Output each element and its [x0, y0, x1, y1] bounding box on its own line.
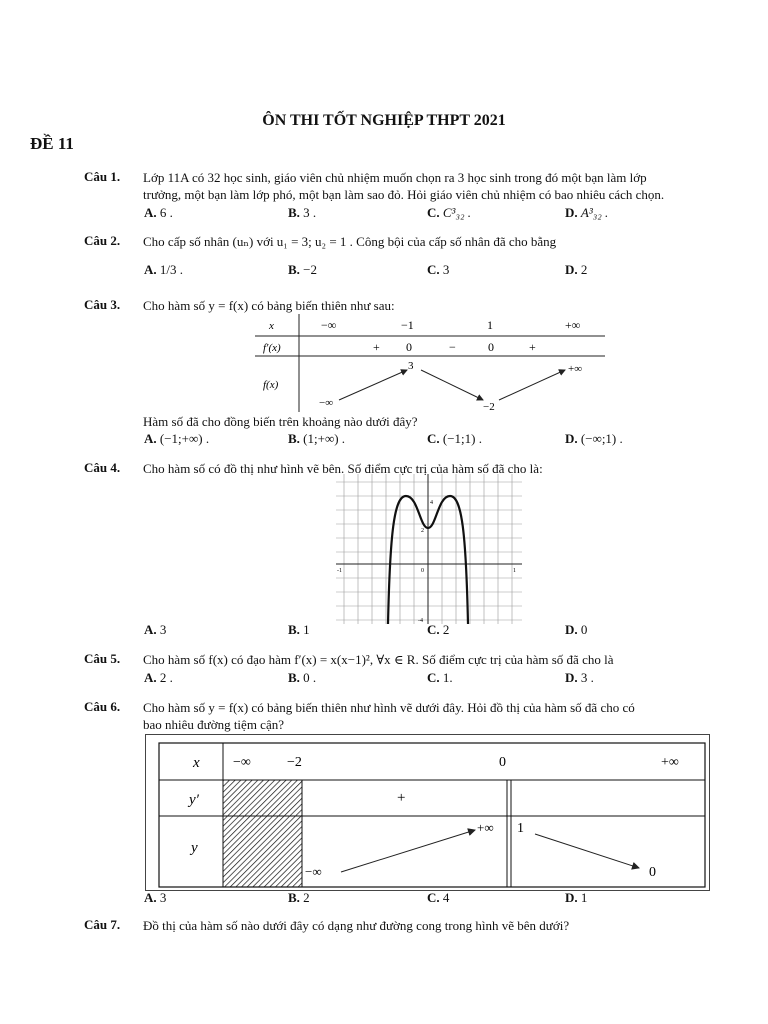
- q4-tick-y-mid: 2: [421, 528, 424, 534]
- page-title: ÔN THI TỐT NGHIỆP THPT 2021: [262, 112, 506, 129]
- question-5-text: Cho hàm số f(x) có đạo hàm f′(x) = x(x−1)², ∀x ∈ R. Số điểm cực trị của hàm số đã cho là: [143, 652, 614, 667]
- q2-option-d[interactable]: D. 2: [565, 262, 588, 277]
- q4-option-b[interactable]: B. 1: [288, 622, 310, 637]
- q2-option-c[interactable]: C. 3: [427, 262, 450, 277]
- q6-x-3: 0: [499, 755, 506, 770]
- question-4-text: Cho hàm số có đồ thị như hình vẽ bên. Số điểm cực trị của hàm số đã cho là:: [143, 461, 543, 476]
- q6-option-d[interactable]: D. 1: [565, 890, 588, 905]
- q4-tick-x-zero: 0: [421, 568, 424, 574]
- q3-sign-4: 0: [488, 340, 494, 354]
- q4-option-d[interactable]: D. 0: [565, 622, 588, 637]
- q3-f-1: −∞: [319, 397, 334, 409]
- q2-option-a[interactable]: A. 1/3 .: [144, 262, 184, 277]
- question-2-text: Cho cấp số nhân (uₙ) với u₁ = 3; u₂ = 1 . Công bội của cấp số nhân đã cho bằng: [143, 234, 557, 249]
- q5-option-c[interactable]: C. 1.: [427, 670, 453, 685]
- q6-sign: +: [397, 790, 406, 806]
- q4-tick-y-bottom: -4: [418, 618, 423, 624]
- question-5-label: Câu 5.: [84, 651, 121, 666]
- q6-row-yp: y′: [189, 792, 199, 808]
- q6-option-c[interactable]: C. 4: [427, 890, 450, 905]
- q3-sign-1: +: [373, 340, 380, 354]
- question-3-label: Câu 3.: [84, 297, 121, 312]
- q3-option-b[interactable]: B. (1;+∞) .: [288, 431, 346, 446]
- question-6-label: Câu 6.: [84, 699, 121, 714]
- question-1-label: Câu 1.: [84, 169, 121, 184]
- q2-option-b[interactable]: B. −2: [288, 262, 318, 277]
- q3-row-x: x: [269, 320, 274, 332]
- q5-option-d[interactable]: D. 3 .: [565, 670, 594, 685]
- q3-arrow-down: [421, 370, 483, 400]
- q3-option-d[interactable]: D. (−∞;1) .: [565, 431, 623, 446]
- q6-arrow-down: [535, 834, 639, 868]
- q3-row-f: f(x): [263, 379, 279, 391]
- q1-option-d[interactable]: D. A³₃₂ .: [565, 205, 609, 220]
- q3-arrow-up-2: [499, 370, 565, 400]
- q3-x-4: +∞: [565, 318, 581, 332]
- q6-variation-table: [145, 734, 711, 892]
- exam-code: ĐỀ 11: [30, 134, 74, 153]
- q3-f-4: +∞: [568, 363, 583, 375]
- q1-option-b[interactable]: B. 3 .: [288, 205, 317, 220]
- q3-x-1: −∞: [321, 318, 337, 332]
- q1-option-c[interactable]: C. C³₃₂ .: [427, 205, 471, 220]
- question-7-text: Đồ thị của hàm số nào dưới đây có dạng như đường cong trong hình vẽ bên dưới?: [143, 918, 570, 933]
- q5-option-a[interactable]: A. 2 .: [144, 670, 173, 685]
- question-1-line-2: trưởng, một bạn làm lớp phó, một bạn làm sao đỏ. Hỏi giáo viên chủ nhiệm có bao nhiêu cách chọn.: [143, 187, 665, 202]
- q6-x-1: −∞: [233, 755, 251, 770]
- q6-y-2: +∞: [477, 820, 494, 835]
- q3-row-fp: f′(x): [263, 342, 281, 354]
- q4-tick-x-left: -1: [337, 568, 342, 574]
- q3-option-a[interactable]: A. (−1;+∞) .: [144, 431, 210, 446]
- question-6-line-2: bao nhiêu đường tiệm cận?: [143, 717, 284, 732]
- q4-option-a[interactable]: A. 3: [144, 622, 167, 637]
- q6-x-4: +∞: [661, 755, 679, 770]
- q4-graph: [336, 474, 522, 624]
- question-3-text: Cho hàm số y = f(x) có bảng biến thiên như sau:: [143, 298, 395, 313]
- q5-option-b[interactable]: B. 0 .: [288, 670, 317, 685]
- q6-y-4: 0: [649, 865, 656, 880]
- q3-option-c[interactable]: C. (−1;1) .: [427, 431, 482, 446]
- q1-option-a[interactable]: A. 6 .: [144, 205, 173, 220]
- q3-sign-3: −: [449, 340, 456, 354]
- q3-sign-5: +: [529, 340, 536, 354]
- question-1-text: [143, 169, 743, 203]
- q4-tick-y-top: 4: [430, 500, 433, 506]
- question-2-label: Câu 2.: [84, 233, 121, 248]
- question-4-label: Câu 4.: [84, 460, 121, 475]
- q6-x-2: −2: [287, 755, 302, 770]
- q3-f-3: −2: [483, 401, 495, 413]
- q3-f-2: 3: [408, 360, 414, 372]
- q3-sign-2: 0: [406, 340, 412, 354]
- q6-y-1: −∞: [305, 864, 322, 879]
- q4-option-c[interactable]: C. 2: [427, 622, 450, 637]
- question-1-line-1: Lớp 11A có 32 học sinh, giáo viên chủ nhiệm muốn chọn ra 3 học sinh trong đó một bạn làm lớp: [143, 170, 647, 185]
- q6-row-y: y: [191, 840, 198, 856]
- q6-option-a[interactable]: A. 3: [144, 890, 167, 905]
- question-3-prompt: Hàm số đã cho đồng biến trên khoảng nào dưới đây?: [143, 414, 418, 429]
- question-7-label: Câu 7.: [84, 917, 121, 932]
- q4-tick-x-right: 1: [513, 568, 516, 574]
- q3-variation-table: [255, 314, 607, 414]
- q6-hatched-region: [223, 780, 302, 887]
- question-6-line-1: Cho hàm số y = f(x) có bảng biến thiên như hình vẽ dưới đây. Hỏi đồ thị của hàm số đã cho có: [143, 700, 635, 715]
- q3-x-3: 1: [487, 318, 493, 332]
- question-6-text: [143, 699, 743, 733]
- q6-row-x: x: [193, 755, 200, 771]
- q6-option-b[interactable]: B. 2: [288, 890, 310, 905]
- q3-arrow-up-1: [339, 370, 407, 400]
- q6-y-3: 1: [517, 821, 524, 836]
- q3-x-2: −1: [401, 318, 414, 332]
- q6-arrow-up: [341, 830, 475, 872]
